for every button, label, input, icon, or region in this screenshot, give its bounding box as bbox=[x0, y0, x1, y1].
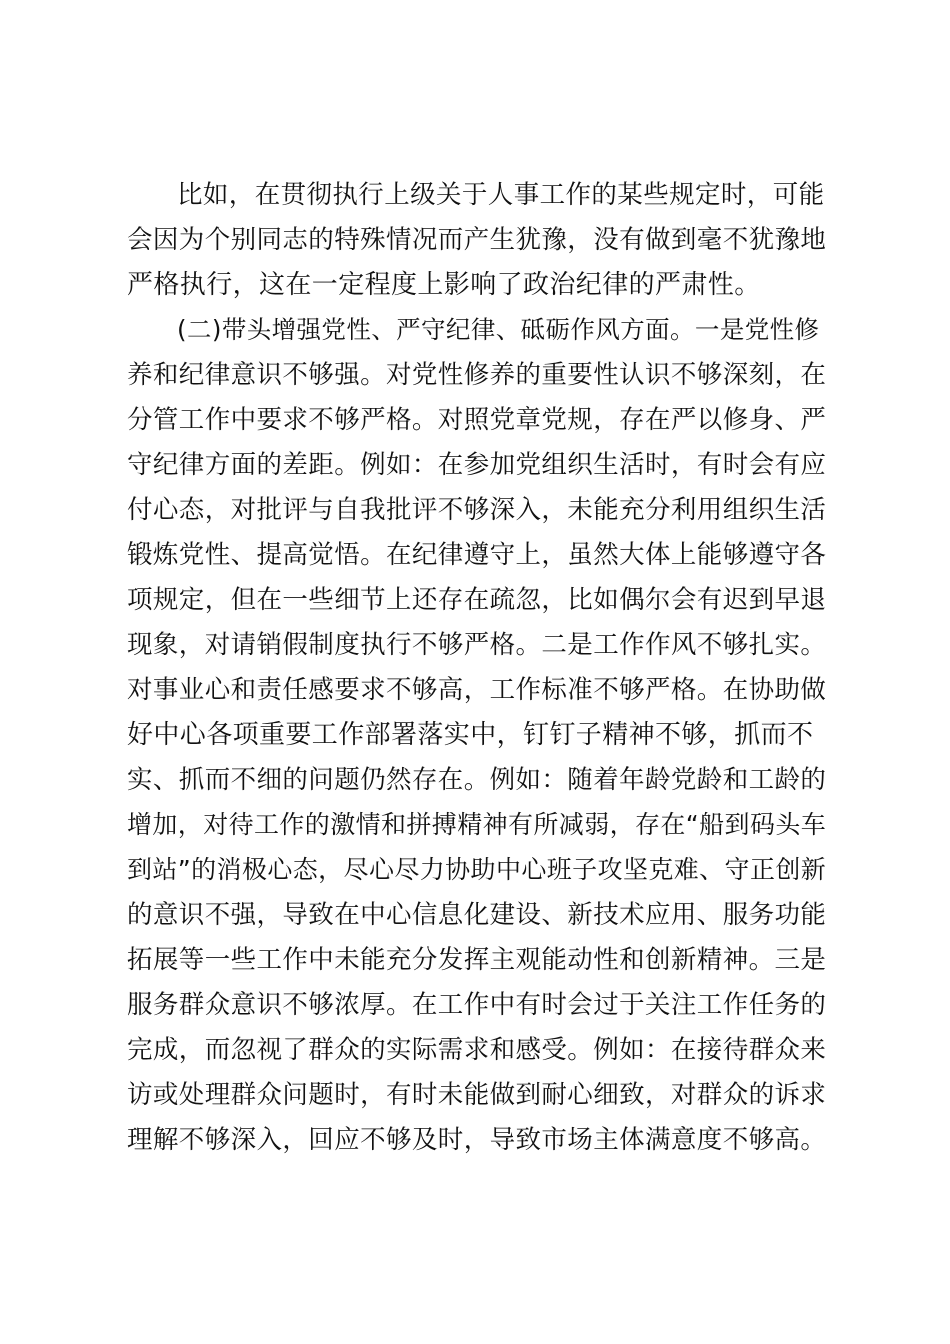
paragraph-2-line-11: 实、抓而不细的问题仍然存在。例如：随着年龄党龄和工龄的 bbox=[127, 765, 827, 795]
paragraph-2-line-18: 访或处理群众问题时，有时未能做到耐心细致，对群众的诉求 bbox=[127, 1080, 827, 1110]
paragraph-2-line-16: 服务群众意识不够浓厚。在工作中有时会过于关注工作任务的 bbox=[127, 990, 827, 1020]
paragraph-2-line-7: 项规定，但在一些细节上还存在疏忽，比如偶尔会有迟到早退 bbox=[127, 585, 827, 615]
paragraph-2-line-5: 付心态，对批评与自我批评不够深入，未能充分利用组织生活 bbox=[127, 495, 827, 525]
paragraph-2-line-8: 现象，对请销假制度执行不够严格。二是工作作风不够扎实。 bbox=[127, 630, 827, 660]
paragraph-2-line-13: 到站”的消极心态，尽心尽力协助中心班子攻坚克难、守正创新 bbox=[127, 855, 827, 884]
paragraph-2-line-1: (二)带头增强党性、严守纪律、砥砺作风方面。一是党性修 bbox=[177, 315, 820, 344]
paragraph-2-line-9: 对事业心和责任感要求不够高，工作标准不够严格。在协助做 bbox=[127, 675, 827, 705]
paragraph-1-line-1: 比如，在贯彻执行上级关于人事工作的某些规定时，可能 bbox=[177, 180, 825, 210]
paragraph-2-line-19: 理解不够深入，回应不够及时，导致市场主体满意度不够高。 bbox=[127, 1125, 827, 1155]
paragraph-2-line-12: 增加，对待工作的激情和拼搏精神有所减弱，存在“船到码头车 bbox=[127, 810, 827, 839]
paragraph-2-line-14: 的意识不强，导致在中心信息化建设、新技术应用、服务功能 bbox=[127, 900, 827, 930]
paragraph-2-line-6: 锻炼党性、提高觉悟。在纪律遵守上，虽然大体上能够遵守各 bbox=[127, 540, 827, 570]
paragraph-2-line-10: 好中心各项重要工作部署落实中，钉钉子精神不够，抓而不 bbox=[127, 720, 814, 750]
paragraph-1-line-3: 严格执行，这在一定程度上影响了政治纪律的严肃性。 bbox=[127, 270, 761, 300]
paragraph-2-line-4: 守纪律方面的差距。例如：在参加党组织生活时，有时会有应 bbox=[127, 450, 827, 480]
paragraph-1-line-2: 会因为个别同志的特殊情况而产生犹豫，没有做到毫不犹豫地 bbox=[127, 225, 827, 255]
paragraph-2-line-3: 分管工作中要求不够严格。对照党章党规，存在严以修身、严 bbox=[127, 405, 827, 435]
paragraph-2-line-17: 完成，而忽视了群众的实际需求和感受。例如：在接待群众来 bbox=[127, 1035, 827, 1065]
paragraph-2-line-2: 养和纪律意识不够强。对党性修养的重要性认识不够深刻，在 bbox=[127, 360, 827, 390]
paragraph-2-line-15: 拓展等一些工作中未能充分发挥主观能动性和创新精神。三是 bbox=[127, 945, 827, 975]
